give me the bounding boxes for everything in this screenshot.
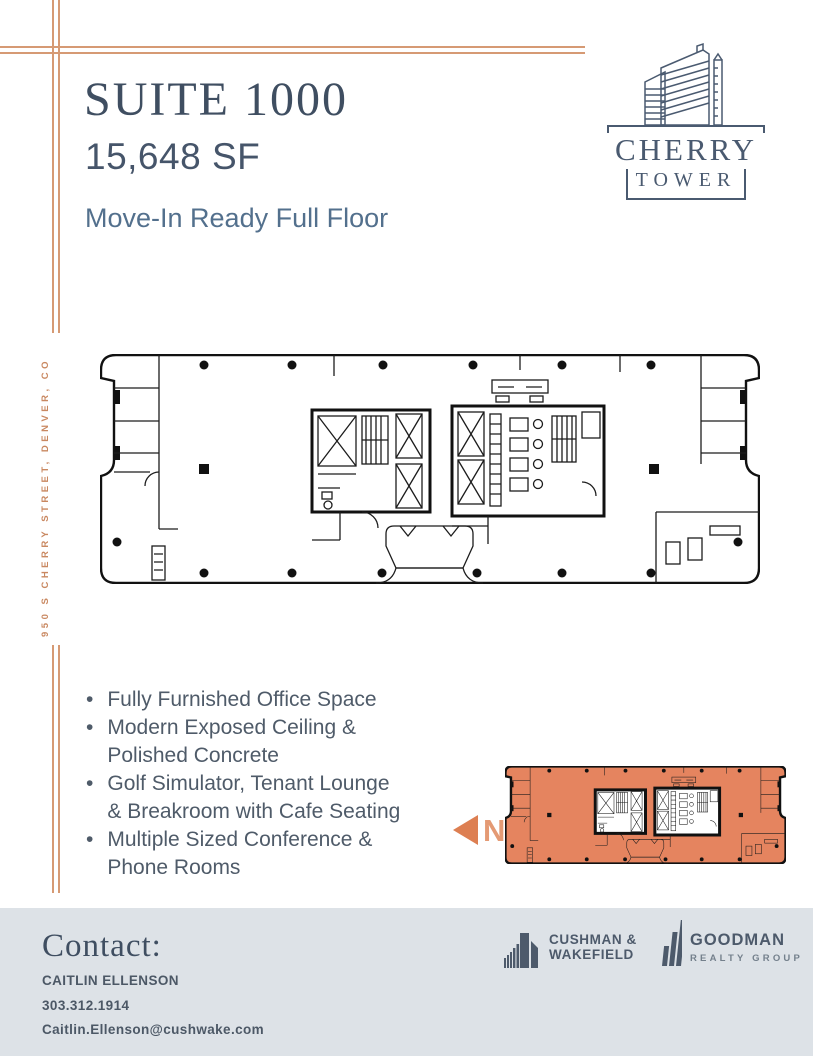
bullet-icon: • [86, 828, 94, 851]
cherry-logo-name: CHERRY [614, 132, 758, 167]
contact-email: Caitlin.Ellenson@cushwake.com [42, 1022, 265, 1037]
feature-text: Modern Exposed Ceiling & Polished Concrete [107, 716, 356, 767]
feature-text: Golf Simulator, Tenant Lounge & Breakroom with Cafe Seating [107, 772, 401, 823]
floor-plan-key-mini [505, 766, 786, 864]
accent-horizontal-line [0, 52, 585, 54]
goodman-line1: GOODMAN [690, 931, 785, 949]
tower-logo-name: TOWER [635, 169, 737, 191]
goodman-realty-logo [652, 918, 803, 966]
feature-item [86, 686, 406, 714]
accent-vertical-line [52, 0, 54, 333]
feature-text: Fully Furnished Office Space [107, 688, 377, 711]
vertical-address: 950 S CHERRY STREET, DENVER, CO [40, 357, 51, 637]
cushman-wakefield-icon [504, 928, 540, 968]
feature-list [86, 686, 406, 882]
cushman-line2: WAKEFIELD [549, 947, 634, 962]
bullet-icon: • [86, 688, 94, 711]
north-compass [450, 812, 505, 848]
square-footage: 15,648 SF [85, 136, 261, 177]
feature-item [86, 714, 406, 770]
cherry-tower-logo [602, 42, 770, 200]
bullet-icon: • [86, 716, 94, 739]
contact-name: CAITLIN ELLENSON [42, 973, 179, 988]
building-skyline-icon [631, 42, 741, 127]
feature-item [86, 770, 406, 826]
north-arrow-icon [450, 812, 480, 848]
north-label: N [483, 812, 506, 848]
bullet-icon: • [86, 772, 94, 795]
cushman-wakefield-logo [504, 928, 637, 968]
goodman-line2: REALTY GROUP [690, 953, 803, 964]
cushman-line1: CUSHMAN & [549, 932, 637, 948]
contact-heading: Contact: [42, 928, 162, 964]
availability-subtitle: Move-In Ready Full Floor [85, 203, 389, 233]
accent-vertical-line [58, 0, 60, 333]
tower-logo-frame [626, 169, 746, 200]
contact-band [0, 908, 813, 1056]
feature-item [86, 826, 406, 882]
accent-horizontal-line [0, 46, 585, 48]
accent-vertical-line [52, 645, 54, 893]
accent-vertical-line [58, 645, 60, 893]
feature-text: Multiple Sized Conference & Phone Rooms [107, 828, 373, 879]
floor-plan-large [100, 354, 760, 584]
goodman-realty-icon [652, 918, 682, 966]
logo-baseline [607, 125, 765, 127]
contact-phone: 303.312.1914 [42, 998, 130, 1013]
suite-title: SUITE 1000 [84, 73, 348, 126]
